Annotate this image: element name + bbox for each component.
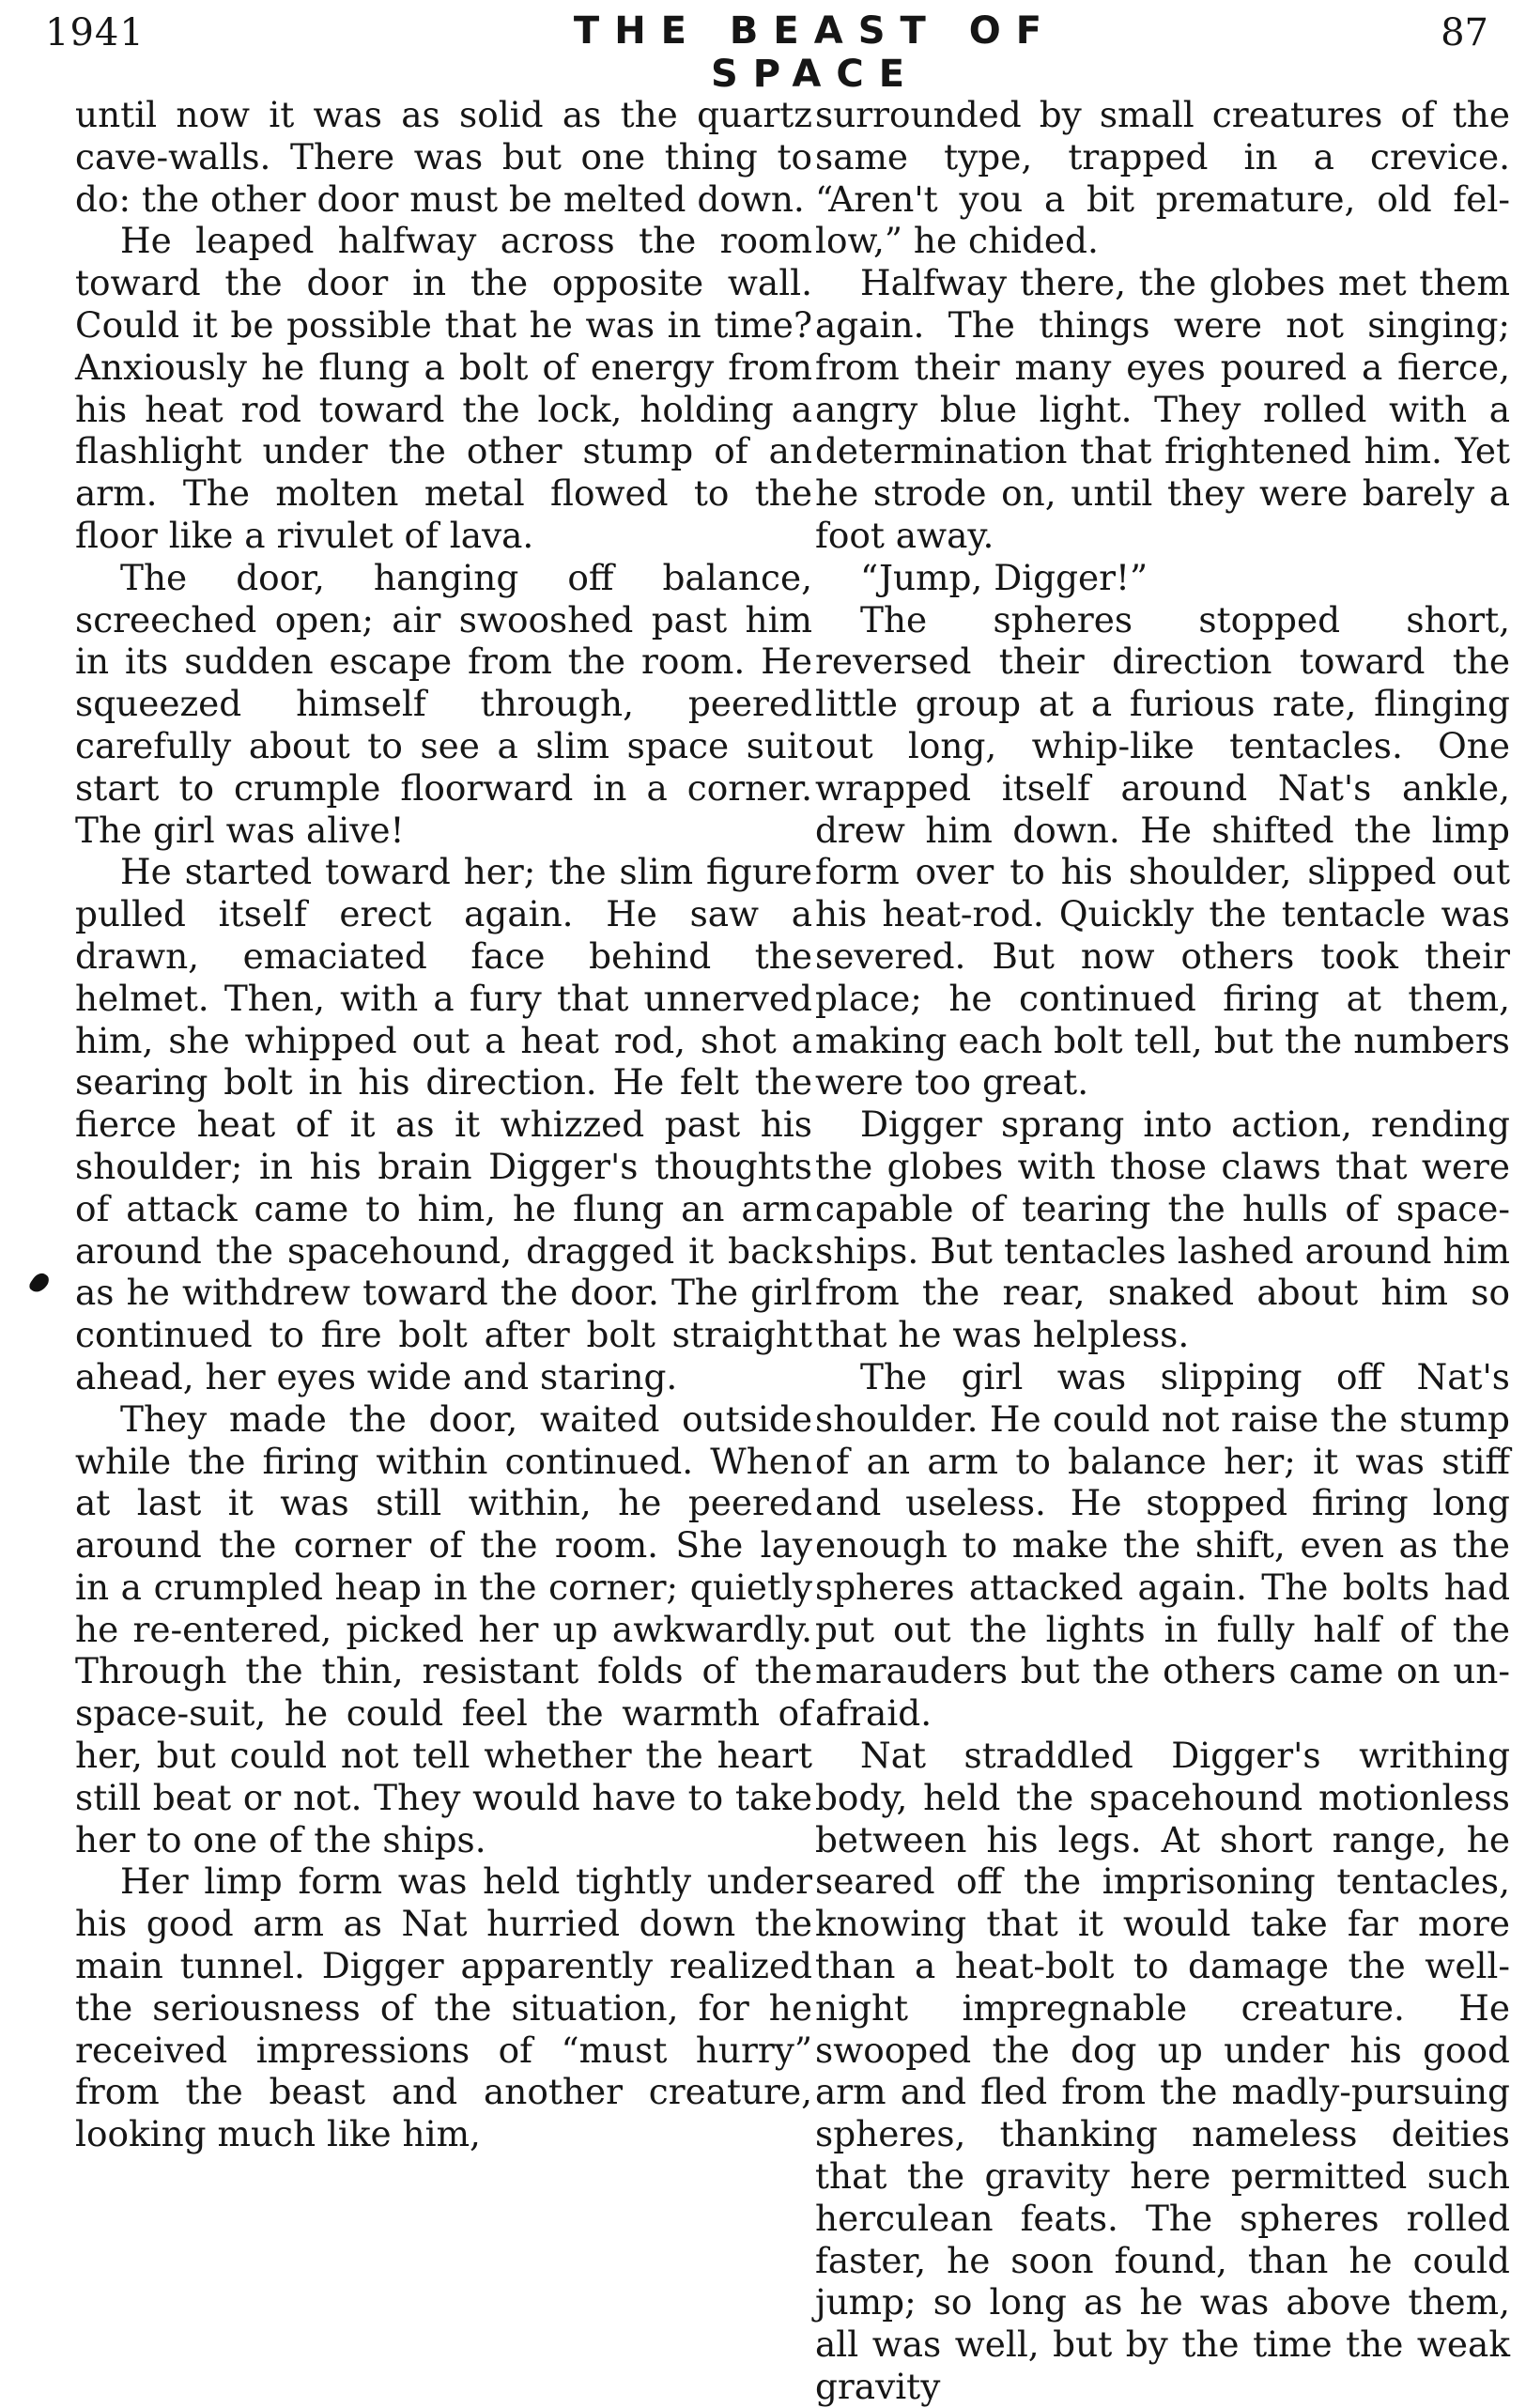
paragraph: “Jump, Digger!” (860, 556, 1148, 598)
running-header (45, 9, 1507, 96)
paragraph: Her limp form was held tightly under his good arm as Nat hurried down the main tunnel. Digger apparently realized the seriousness of the situation, for he received impressions of “must hurry” from the beast and another creature, looking much like him, (75, 1860, 812, 2155)
header-title: THE BEAST OF SPACE (573, 9, 1057, 96)
paragraph: Nat straddled Digger's writhing body, held the spacehound motionless between his legs. At short range, he seared off the imprisoning tentacles, knowing that it would take far more than a heat-bolt to damage the well-night impregnable creature. He swooped the dog up under his good arm and fled from the madly-pursuing spheres, thanking nameless deities that the gravity here permitted such herculean feats. The spheres rolled faster, he soon found, than he could jump; so long as he was above them, all was well, but by the time the weak gravity (815, 1735, 1510, 2408)
ink-blot (27, 1270, 52, 1295)
paragraph: Halfway there, the globes met them again. The things were not singing; from their many eyes poured a fierce, angry blue light. They rolled with a determination that frightened him. Yet he strode on, until they were barely a foot away. (815, 262, 1510, 556)
header-year: 1941 (45, 11, 145, 54)
paragraph: until now it was as solid as the quartz cave-walls. There was but one thing to do: the other door must be melted down. (75, 94, 812, 220)
left-column (75, 94, 812, 2155)
right-column (815, 94, 1510, 2408)
paragraph: The spheres stopped short, reversed their direction toward the little group at a furious rate, flinging out long, whip-like tentacles. One wrapped itself around Nat's ankle, drew him down. He shifted the limp form over to his shoulder, slipped out his heat-rod. Quickly the tentacle was severed. But now others took their place; he continued firing at them, making each bolt tell, but the numbers were too great. (815, 598, 1510, 1104)
paragraph: They made the door, waited outside while the firing within continued. When at last it was still within, he peered around the corner of the room. She lay in a crumpled heap in the corner; quietly he re-entered, picked her up awkwardly. Through the thin, resistant folds of the space-suit, he could feel the warmth of her, but could not tell whether the heart still beat or not. They would have to take her to one of the ships. (75, 1397, 812, 1860)
paragraph: The door, hanging off balance, screeched open; air swooshed past him in its sudden escape from the room. He squeezed himself through, peered carefully about to see a slim space suit start to crumple floorward in a corner. The girl was alive! (75, 556, 812, 851)
paragraph: surrounded by small creatures of the same type, trapped in a crevice. “Aren't you a bit premature, old fellow,” he chided. (815, 94, 1510, 262)
paragraph: Digger sprang into action, rending the globes with those claws that were capable of tearing the hulls of spaceships. But tentacles lashed around him from the rear, snaked about him so that he was helpless. (815, 1104, 1510, 1356)
paragraph: The girl was slipping off Nat's shoulder. He could not raise the stump of an arm to balance her; it was stiff and useless. He stopped firing long enough to make the shift, even as the spheres attacked again. The bolts had put out the lights in fully half of the marauders but the others came on unafraid. (815, 1355, 1510, 1735)
paragraph: He started toward her; the slim figure pulled itself erect again. He saw a drawn, emaciated face behind the helmet. Then, with a fury that unnerved him, she whipped out a heat rod, shot a searing bolt in his direction. He felt the fierce heat of it as it whizzed past his shoulder; in his brain Digger's thoughts of attack came to him, he flung an arm around the spacehound, dragged it back as he withdrew toward the door. The girl continued to fire bolt after bolt straight ahead, her eyes wide and staring. (75, 851, 812, 1397)
paragraph: He leaped halfway across the room toward the door in the opposite wall. Could it be possible that he was in time? Anxiously he flung a bolt of energy from his heat rod toward the lock, holding a flashlight under the other stump of an arm. The molten metal flowed to the floor like a rivulet of lava. (75, 220, 812, 556)
page-number: 87 (1441, 11, 1488, 54)
